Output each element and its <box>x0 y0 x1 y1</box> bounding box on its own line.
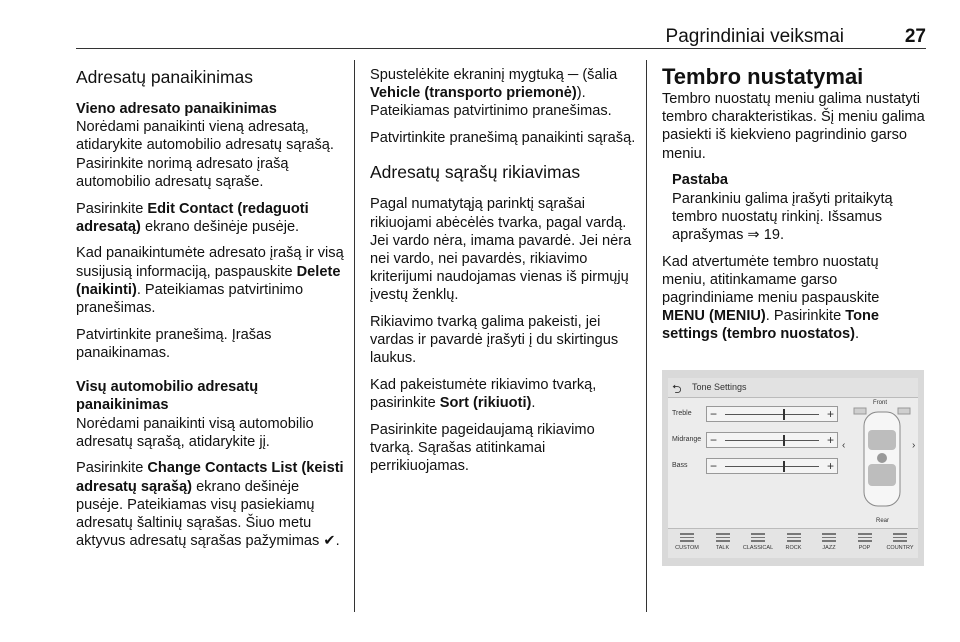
slider-track <box>725 466 819 467</box>
section-heading: Adresatų sąrašų rikiavimas <box>370 162 581 183</box>
plus-icon[interactable]: + <box>826 459 834 473</box>
preset-label[interactable]: CUSTOM <box>675 545 699 551</box>
paragraph: Norėdami panaikinti visą automobilio adresatų sąrašą, atidarykite jį. <box>76 415 314 450</box>
paragraph: Patvirtinkite pranešimą panaikinti sąrašą. <box>370 130 636 147</box>
screen-title: Tone Settings <box>692 382 747 392</box>
minus-icon[interactable]: − <box>710 459 718 473</box>
preset-label[interactable]: JAZZ <box>822 545 836 551</box>
preset-label[interactable]: POP <box>858 545 871 551</box>
slider-knob[interactable] <box>783 409 785 420</box>
section-heading: Adresatų panaikinimas <box>76 67 254 87</box>
preset-label[interactable]: CLASSICAL <box>742 545 774 551</box>
plus-icon[interactable]: + <box>826 433 834 447</box>
paragraph: Tembro nuostatų meniu galima nustatyti tembro charakteristikas. Šį meniu galima pasiekti iš kiekvieno pagrindinio garso meniu. <box>662 91 925 162</box>
slider-knob[interactable] <box>783 461 785 472</box>
paragraph: Norėdami panaikinti vieną adresatą, atidarykite automobilio adresatų sąrašą. Pasirinkite norimą adresato įrašą automobilio adresatų sąraše. <box>76 119 334 190</box>
chevron-right-icon[interactable]: › <box>912 440 916 451</box>
equalizer-icon[interactable] <box>751 533 765 542</box>
tone-settings-screenshot <box>662 370 924 566</box>
screen-title-bar <box>668 378 918 398</box>
back-arrow-icon[interactable]: ⮌ <box>672 382 682 396</box>
note-text: Parankiniu galima įrašyti pritaikytą tembro nuostatų rinkinį. Išsamus aprašymas ⇒ 19. <box>672 190 893 243</box>
paragraph: Pagal numatytąją parinktį sąrašai rikiuojami abėcėlės tvarka, pagal vardą. Jei vardo nėra, imama pavardė. Jei nėra nei vardo, nei pavardės, rikiavimo kriterijumi naudojamas vienas iš pirmųjų įvestų ženklų. <box>370 196 632 304</box>
equalizer-icon[interactable] <box>822 533 836 542</box>
front-label: Front <box>873 400 888 406</box>
chevron-left-icon[interactable]: ‹ <box>842 440 846 451</box>
equalizer-icon[interactable] <box>858 533 872 542</box>
plus-icon[interactable]: + <box>826 407 834 421</box>
preset-label[interactable]: TALK <box>715 545 730 551</box>
paragraph: Spustelėkite ekraninį mygtuką ─ (šalia Vehicle (transporto priemonė)). Pateikiamas patvirtinimo pranešimas. <box>370 67 618 120</box>
minus-icon[interactable]: − <box>710 433 718 447</box>
header-title: Pagrindiniai veiksmai <box>665 26 844 47</box>
slider-track <box>725 414 819 415</box>
paragraph: Kad atvertumėte tembro nuostatų meniu, atitinkamame garso pagrindiniame meniu paspauskite MENU (MENIU). Pasirinkite Tone settings (tembro nuostatos). <box>662 253 880 343</box>
tone-slider[interactable] <box>706 432 838 448</box>
equalizer-icon[interactable] <box>716 533 730 542</box>
paragraph: Kad pakeistumėte rikiavimo tvarką, pasirinkite Sort (rikiuoti). <box>370 377 597 412</box>
subsection-heading: Visų automobilio adresatų panaikinimas <box>76 379 259 414</box>
car-top-view-icon <box>852 404 912 514</box>
note-box <box>672 171 926 244</box>
preset-label[interactable]: COUNTRY <box>886 545 914 551</box>
slider-track <box>725 440 819 441</box>
column-divider <box>646 60 647 612</box>
preset-bar <box>668 528 918 558</box>
equalizer-icon[interactable] <box>893 533 907 542</box>
column-2 <box>370 66 640 484</box>
paragraph: Kad panaikintumėte adresato įrašą ir visą susijusią informaciją, paspauskite Delete (naikinti). Pateikiamas patvirtinimo pranešimas. <box>76 245 344 317</box>
preset-label[interactable]: ROCK <box>785 545 802 551</box>
tone-slider[interactable] <box>706 458 838 474</box>
minus-icon[interactable]: − <box>710 407 718 421</box>
slider-label: Midrange <box>672 436 702 443</box>
slider-knob[interactable] <box>783 435 785 446</box>
header-rule <box>76 48 926 49</box>
subsection-heading: Vieno adresato panaikinimas <box>76 101 277 117</box>
column-divider <box>354 60 355 612</box>
slider-label: Bass <box>672 462 688 469</box>
paragraph: Pasirinkite Edit Contact (redaguoti adresatą) ekrano dešinėje pusėje. <box>76 200 309 235</box>
rear-label: Rear <box>876 518 890 524</box>
slider-label: Treble <box>672 410 692 417</box>
infotainment-screen <box>668 378 918 558</box>
page-number: 27 <box>904 26 926 47</box>
column-3 <box>662 64 926 352</box>
column-1 <box>76 66 348 559</box>
paragraph: Pasirinkite pageidaujamą rikiavimo tvarką. Sąrašas atitinkamai perrikiuojamas. <box>370 422 595 475</box>
section-heading: Tembro nustatymai <box>662 64 864 89</box>
paragraph: Patvirtinkite pranešimą. Įrašas panaikinamas. <box>76 326 272 361</box>
equalizer-icon[interactable] <box>787 533 801 542</box>
paragraph: Pasirinkite Change Contacts List (keisti adresatų sąrašą) ekrano dešinėje pusėje. Pateikiamas visų pasiekiamų adresatų šaltinių sąrašas. Šiuo metu aktyvus adresatų sąrašas pažymimas ✔. <box>76 460 344 550</box>
note-title: Pastaba <box>672 172 728 189</box>
tone-slider[interactable] <box>706 406 838 422</box>
equalizer-icon[interactable] <box>680 533 694 542</box>
paragraph: Rikiavimo tvarką galima pakeisti, jei vardas ir pavardė įrašyti į du skirtingus laukus. <box>370 314 619 367</box>
